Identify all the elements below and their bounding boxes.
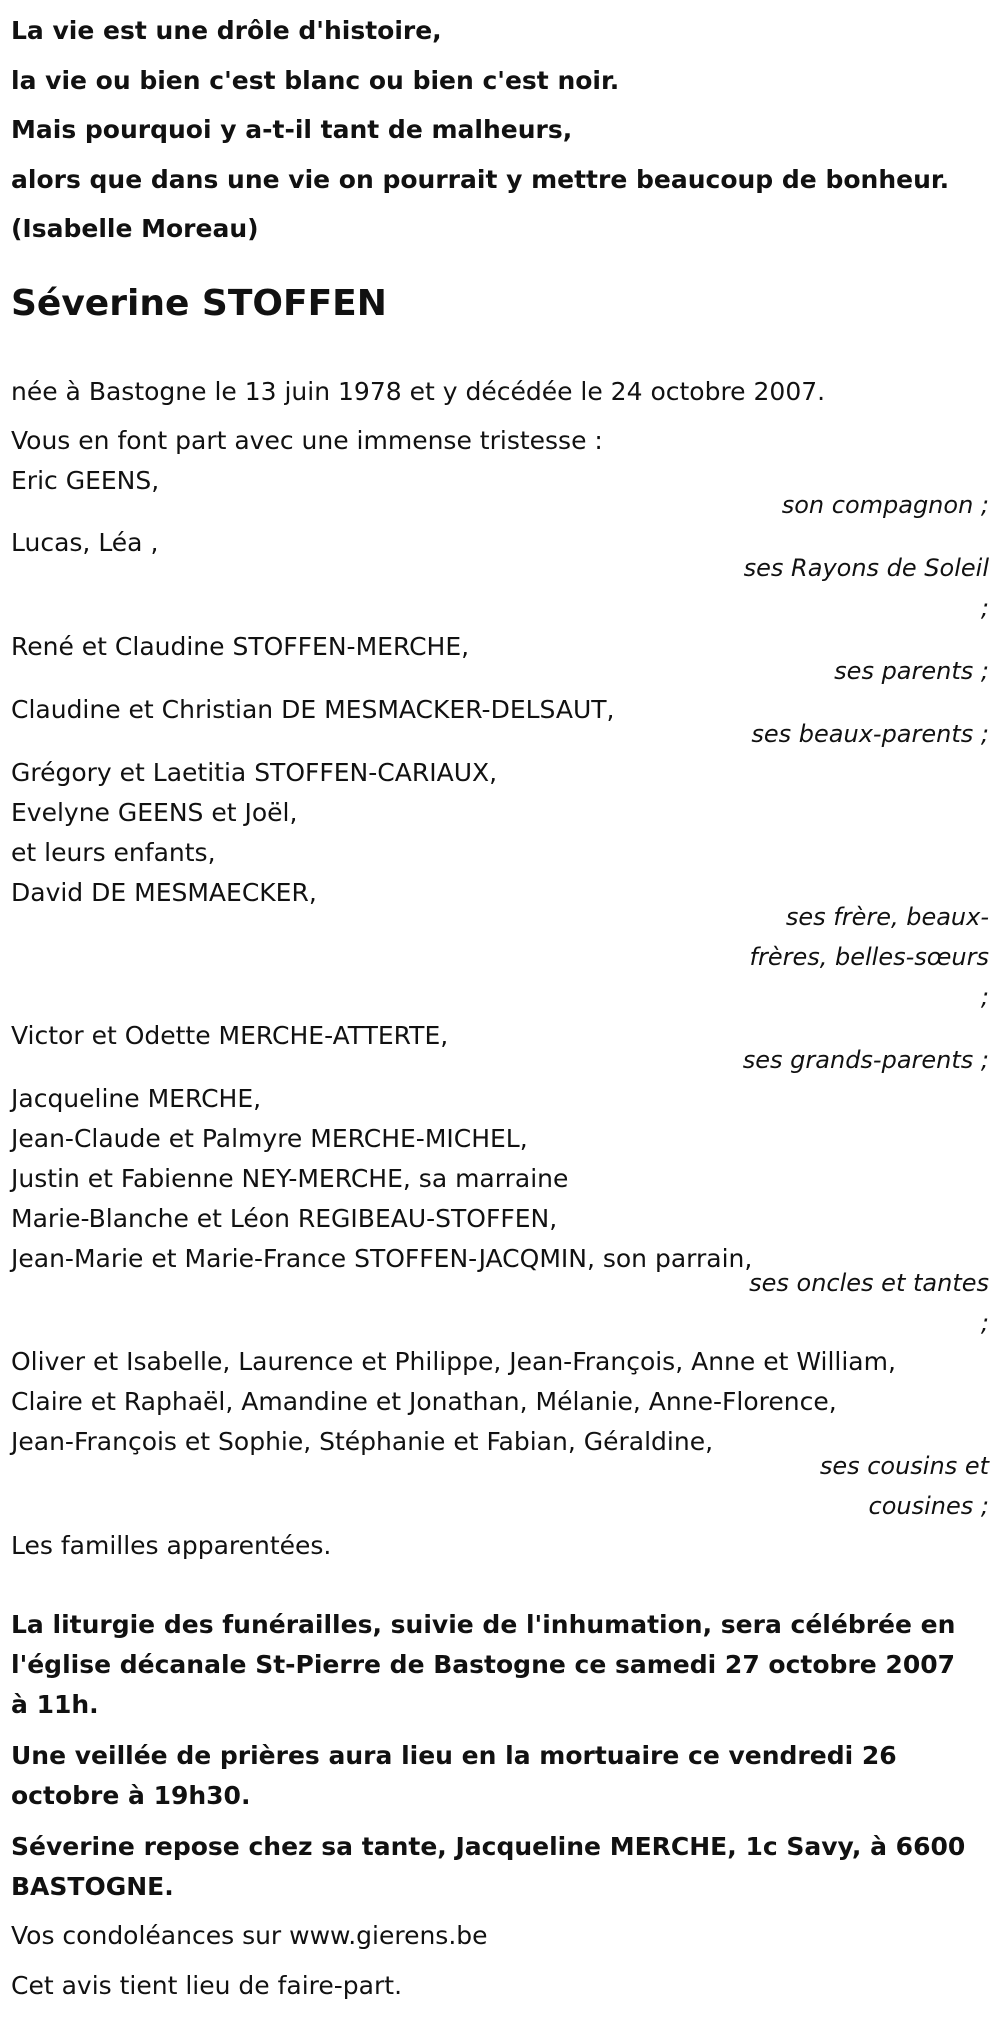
siblings-line: David DE MESMAECKER, xyxy=(11,878,317,907)
siblings-line: et leurs enfants, xyxy=(11,838,216,867)
uncles-line: Jean-Marie et Marie-France STOFFEN-JACQMIN, son parrain, xyxy=(11,1244,753,1273)
uncles-line: Jacqueline MERCHE, xyxy=(11,1084,262,1113)
cousins-line: Claire et Raphaël, Amandine et Jonathan, Mélanie, Anne-Florence, xyxy=(11,1387,837,1416)
inlaws-relation: ses beaux-parents ; xyxy=(751,720,989,748)
resting-place: Séverine repose chez sa tante, Jacqueline MERCHE, 1c Savy, à 6600 BASTOGNE. xyxy=(11,1832,966,1901)
vigil-announcement: Une veillée de prières aura lieu en la mortuaire ce vendredi 26 octobre à 19h30. xyxy=(11,1741,897,1810)
cousins-line: Oliver et Isabelle, Laurence et Philippe, Jean-François, Anne et William, xyxy=(11,1347,896,1376)
children-relation-end: ; xyxy=(980,594,989,622)
cousins-relation: ses cousins et xyxy=(819,1452,989,1480)
siblings-relation-end: ; xyxy=(980,983,989,1011)
parents-relation: ses parents ; xyxy=(834,657,989,685)
uncles-line: Jean-Claude et Palmyre MERCHE-MICHEL, xyxy=(11,1124,528,1153)
poem-line: alors que dans une vie on pourrait y mettre beaucoup de bonheur. xyxy=(11,164,950,194)
condolences-line: Vos condoléances sur www.gierens.be xyxy=(11,1921,488,1950)
uncles-relation-end: ; xyxy=(980,1309,989,1337)
funeral-announcement: La liturgie des funérailles, suivie de l'inhumation, sera célébrée en l'église décanale St-Pierre de Bastogne ce samedi 27 octobre 2007 à 11h. xyxy=(11,1610,956,1719)
grandparents-names: Victor et Odette MERCHE-ATTERTE, xyxy=(11,1021,449,1050)
poem-line: Mais pourquoi y a-t-il tant de malheurs, xyxy=(11,115,573,144)
poem xyxy=(11,6,949,254)
poem-line: la vie ou bien c'est blanc ou bien c'est noir. xyxy=(11,65,620,95)
cousins-relation-end: cousines ; xyxy=(868,1492,989,1520)
notice-line: Cet avis tient lieu de faire-part. xyxy=(11,1971,403,2000)
siblings-line: Grégory et Laetitia STOFFEN-CARIAUX, xyxy=(11,758,498,787)
grandparents-relation: ses grands-parents ; xyxy=(742,1046,989,1074)
children-relation: ses Rayons de Soleil xyxy=(743,554,989,582)
birth-death-line: née à Bastogne le 13 juin 1978 et y décédée le 24 octobre 2007. xyxy=(11,377,826,406)
poem-line: La vie est une drôle d'histoire, xyxy=(11,16,442,45)
siblings-relation: ses frère, beaux- xyxy=(785,903,989,931)
siblings-line: Evelyne GEENS et Joël, xyxy=(11,798,298,827)
children-names: Lucas, Léa , xyxy=(11,528,159,557)
announcement-intro: Vous en font part avec une immense tristesse : xyxy=(11,426,603,455)
uncles-relation: ses oncles et tantes xyxy=(749,1269,989,1297)
uncles-line: Marie-Blanche et Léon REGIBEAU-STOFFEN, xyxy=(11,1204,558,1233)
deceased-name: Séverine STOFFEN xyxy=(11,283,387,324)
inlaws-names: Claudine et Christian DE MESMACKER-DELSAUT, xyxy=(11,695,615,724)
companion-name: Eric GEENS, xyxy=(11,466,160,495)
siblings-relation-cont: frères, belles-sœurs xyxy=(749,943,989,971)
cousins-line: Jean-François et Sophie, Stéphanie et Fabian, Géraldine, xyxy=(11,1427,714,1456)
related-families: Les familles apparentées. xyxy=(11,1531,332,1560)
uncles-line: Justin et Fabienne NEY-MERCHE, sa marraine xyxy=(11,1164,569,1193)
parents-names: René et Claudine STOFFEN-MERCHE, xyxy=(11,632,470,661)
companion-relation: son compagnon ; xyxy=(781,491,989,519)
poem-author: (Isabelle Moreau) xyxy=(11,214,259,243)
